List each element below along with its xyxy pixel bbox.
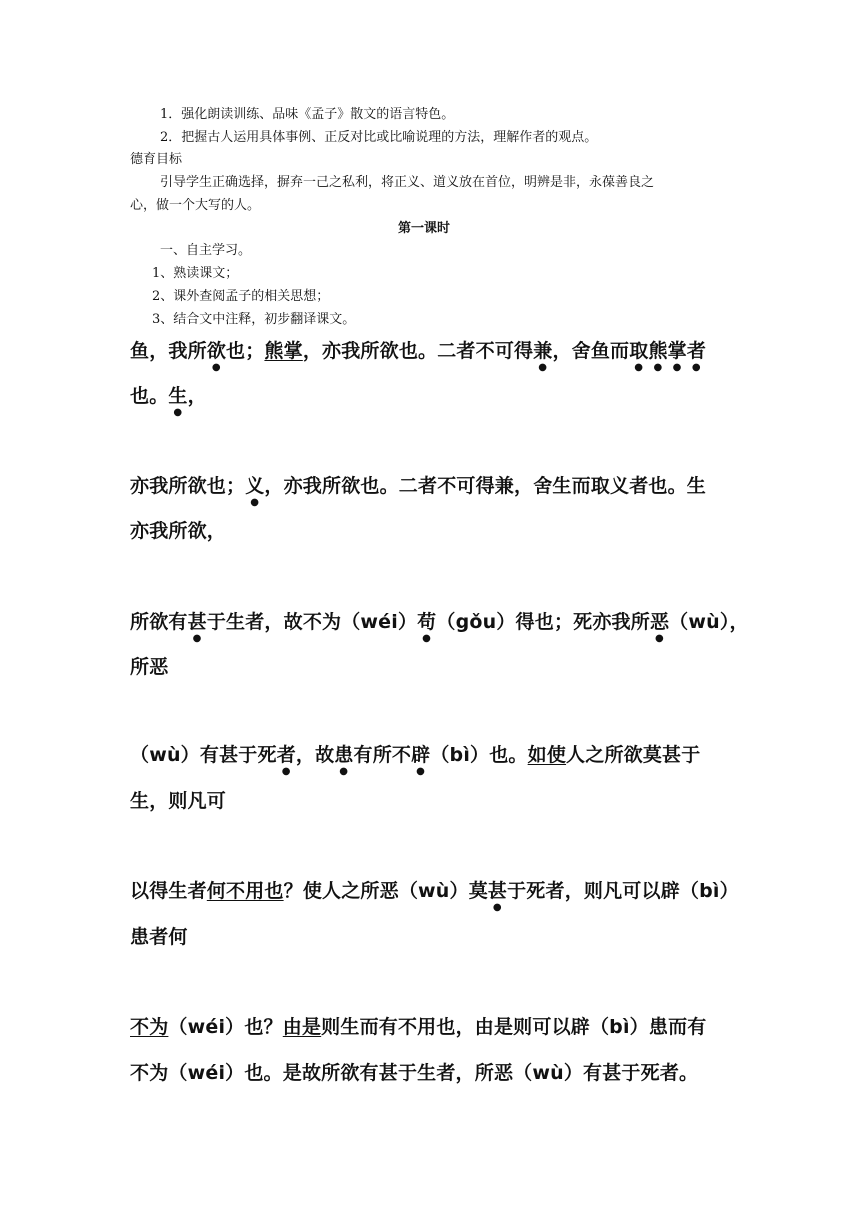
moral-line-1: 引导学生正确选择，摒弃一己之私利，将正义、道义放在首位，明辨是非，永葆善良之 [160, 175, 655, 190]
step-1: 1、熟读课文； [152, 266, 239, 281]
goal-2: 2．把握古人运用具体事例、正反对比或比喻说理的方法，理解作者的观点。 [160, 130, 598, 145]
text-line-1: 鱼，我所欲也；熊掌，亦我所欲也。二者不可得兼，舍鱼而取熊掌者 [130, 340, 707, 362]
text-line-8: 生，则凡可 [130, 790, 227, 812]
lesson-title: 第一课时 [398, 221, 451, 236]
step-3: 3、结合文中注释，初步翻译课文。 [152, 312, 356, 327]
step-2: 2、课外查阅孟子的相关思想； [152, 289, 330, 304]
text-line-11: 不为（wéi）也？由是则生而有不用也，由是则可以辟（bì）患而有 [130, 1016, 707, 1038]
moral-heading: 德育目标 [130, 152, 183, 167]
text-line-9: 以得生者何不用也？使人之所恶（wù）莫甚于死者，则凡可以辟（bì） [130, 880, 739, 902]
goal-1: 1．强化朗读训练、品味《孟子》散文的语言特色。 [160, 107, 455, 122]
text-line-3: 亦我所欲也；义，亦我所欲也。二者不可得兼，舍生而取义者也。生 [130, 475, 707, 497]
underlined-word: 熊掌 [264, 340, 303, 362]
text-line-12: 不为（wéi）也。是故所欲有甚于生者，所恶（wù）有甚于死者。 [130, 1062, 699, 1084]
moral-line-2: 心，做一个大写的人。 [130, 198, 261, 213]
underlined-phrase: 何不用也 [206, 880, 284, 902]
text-line-5: 所欲有甚于生者，故不为（wéi）苟（gǒu）得也；死亦我所恶（wù）， [130, 611, 749, 633]
text-line-10: 患者何 [130, 926, 188, 948]
text-line-6: 所恶 [130, 656, 169, 678]
text-line-4: 亦我所欲， [130, 520, 227, 542]
underlined-phrase: 由是 [282, 1016, 322, 1038]
underlined-phrase: 不为 [130, 1016, 169, 1038]
text-line-7: （wù）有甚于死者，故患有所不辟（bì）也。如使人之所欲莫甚于 [130, 744, 701, 766]
underlined-phrase: 如使 [527, 744, 567, 766]
step-heading: 一、自主学习。 [160, 243, 252, 258]
text-line-2: 也。生， [130, 385, 207, 407]
